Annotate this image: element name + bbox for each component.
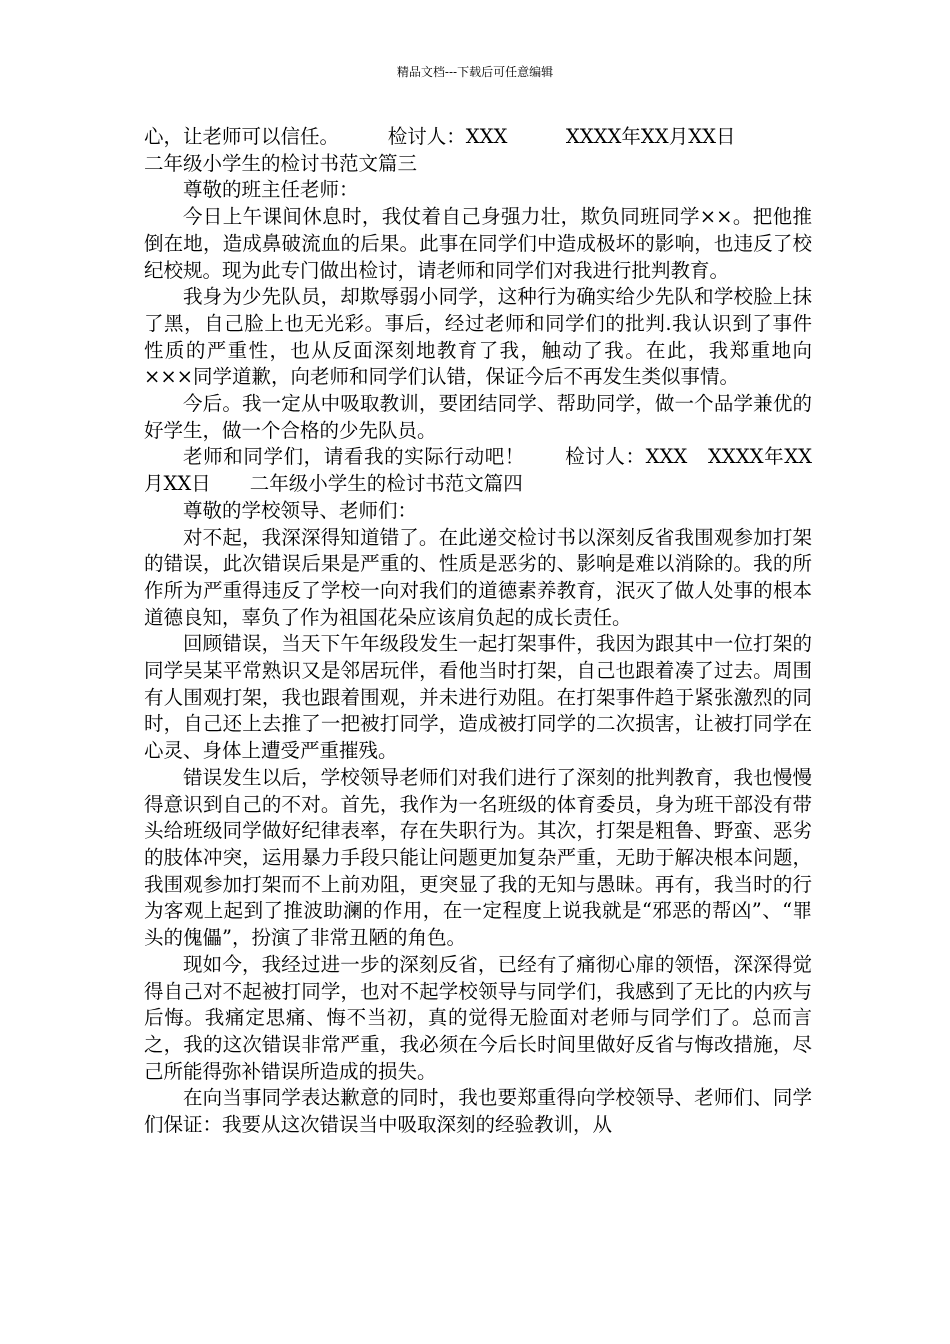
- paragraph: 今日上午课间休息时，我仗着自己身强力壮，欺负同班同学××。把他推倒在地，造成鼻破流血的后果。此事在同学们中造成极坏的影响，也违反了校纪校规。现为此专门做出检讨，请老师和同学们对我进行批判教育。: [144, 205, 812, 282]
- salutation: 尊敬的学校领导、老师们：: [183, 498, 418, 522]
- paragraph-signature: 老师和同学们，请看我的实际行动吧！ 检讨人：XXX XXXX年XX月XX日 二年级小学生的检讨书范文篇四: [144, 445, 812, 496]
- paragraph-continuation: 心，让老师可以信任。 检讨人：XXX XXXX年XX月XX日: [144, 125, 736, 148]
- page-header: 精品文档---下载后可任意编辑: [396, 65, 554, 79]
- paragraph: 我身为少先队员，却欺辱弱小同学，这种行为确实给少先队和学校脸上抹了黑，自己脸上也无光彩。事后，经过老师和同学们的批判.我认识到了事件性质的严重性，也从反面深刻地教育了我，触动了我。在此，我郑重地向×××同学道歉，向老师和同学们认错，保证今后不再发生类似事情。: [144, 285, 812, 389]
- paragraph: 错误发生以后，学校领导老师们对我们进行了深刻的批判教育，我也慢慢得意识到自己的不对。首先，我作为一名班级的体育委员，身为班干部没有带头给班级同学做好纪律表率，存在失职行为。其次，打架是粗鲁、野蛮、恶劣的肢体冲突，运用暴力手段只能让问题更加复杂严重，无助于解决根本问题，我围观参加打架而不上前劝阻，更突显了我的无知与愚昧。再有，我当时的行为客观上起到了推波助澜的作用，在一定程度上说我就是“邪恶的帮凶”、“罪头的傀儡”，扮演了非常丑陋的角色。: [144, 765, 812, 950]
- document-body: [144, 124, 812, 1139]
- paragraph: 现如今，我经过进一步的深刻反省，已经有了痛彻心扉的领悟，深深得觉得自己对不起被打同学，也对不起学校领导与同学们，我感到了无比的内疚与后悔。我痛定思痛、悔不当初，真的觉得无脸面对老师与同学们了。总而言之，我的这次错误非常严重，我必须在今后长时间里做好反省与悔改措施，尽己所能得弥补错误所造成的损失。: [144, 952, 812, 1083]
- salutation: 尊敬的班主任老师：: [183, 178, 359, 202]
- paragraph: 回顾错误，当天下午年级段发生一起打架事件，我因为跟其中一位打架的同学吴某平常熟识又是邻居玩伴，看他当时打架，自己也跟着凑了过去。周围有人围观打架，我也跟着围观，并未进行劝阻。在打架事件趋于紧张激烈的同时，自己还上去推了一把被打同学，造成被打同学的二次损害，让被打同学在心灵、身体上遭受严重摧残。: [144, 632, 812, 763]
- paragraph: 对不起，我深深得知道错了。在此递交检讨书以深刻反省我围观参加打架的错误，此次错误后果是严重的、性质是恶劣的、影响是难以消除的。我的所作所为严重得违反了学校一向对我们的道德素养教育，泯灭了做人处事的根本道德良知，辜负了作为祖国花朵应该肩负起的成长责任。: [144, 525, 812, 629]
- paragraph: 在向当事同学表达歉意的同时，我也要郑重得向学校领导、老师们、同学们保证：我要从这次错误当中吸取深刻的经验教训，从: [144, 1086, 812, 1137]
- paragraph: 今后。我一定从中吸取教训，要团结同学、帮助同学，做一个品学兼优的好学生，做一个合格的少先队员。: [144, 392, 812, 442]
- section-title: 二年级小学生的检讨书范文篇三: [144, 151, 418, 175]
